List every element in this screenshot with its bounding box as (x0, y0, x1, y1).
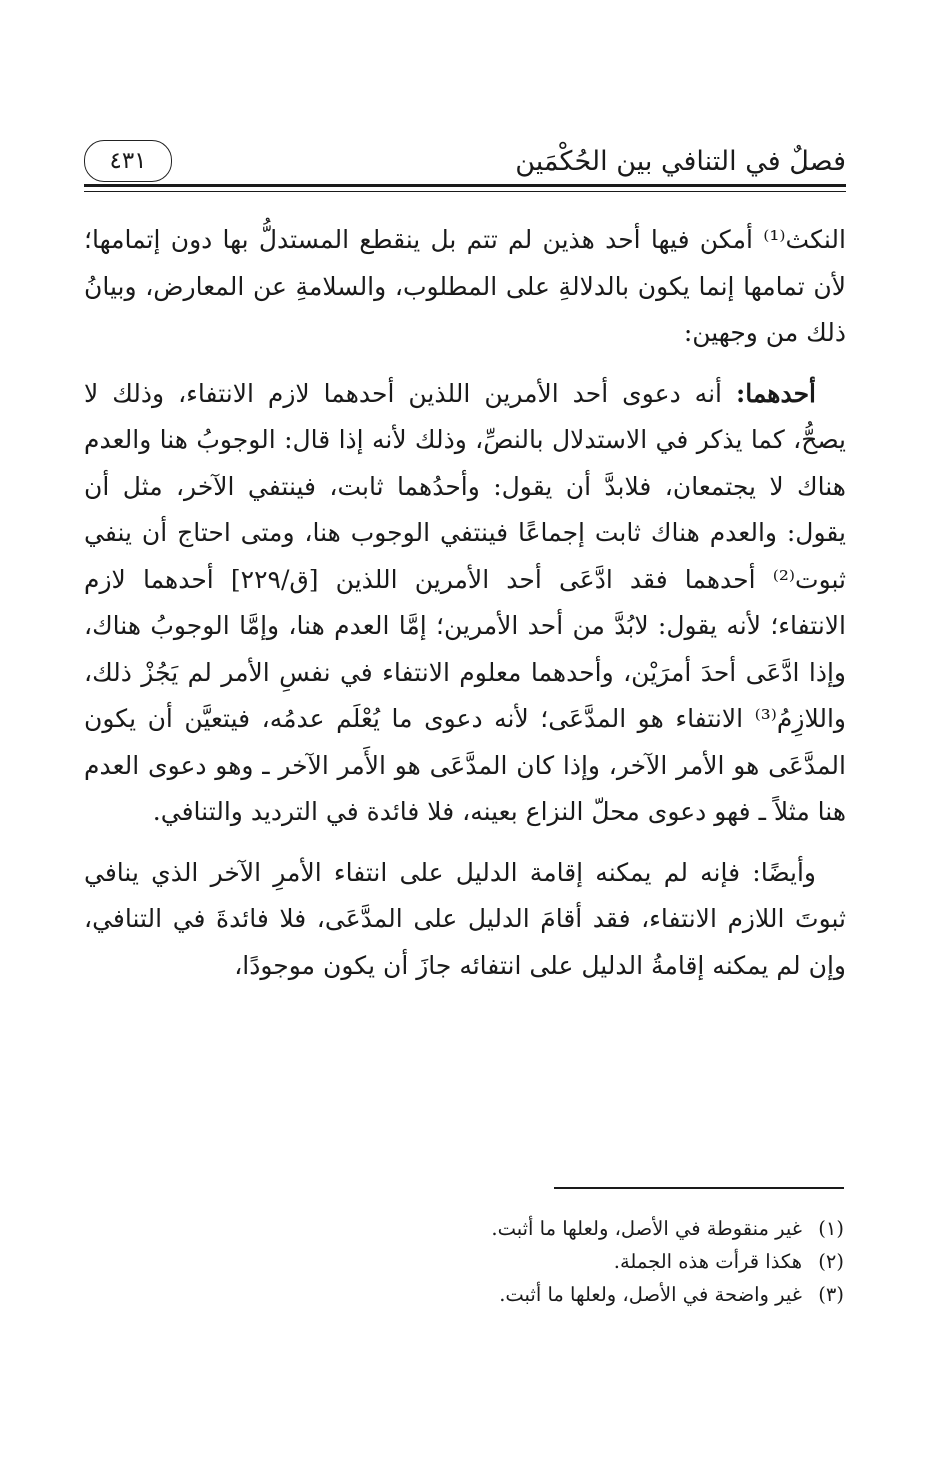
page-header (84, 140, 846, 186)
page-number: ٤٣١ (84, 140, 172, 182)
header-rule (84, 184, 846, 187)
footnote-3 (82, 1278, 844, 1311)
paragraph-text: وأيضًا: فإنه لم يمكنه إقامة الدليل على انتفاء الأمرِ الآخر الذي ينافي ثبوتَ اللازم الانتفاء، فقد أقامَ الدليل على المدَّعَى، فلا فائدةَ في التنافي، وإن لم يمكنه إقامةُ الدليل على انتفائه جازَ أن يكون موجودًا، (84, 857, 847, 980)
footnote-1 (82, 1212, 844, 1245)
paragraph-2 (84, 371, 846, 836)
footnote-2 (82, 1245, 844, 1278)
paragraph-text: أنه دعوى أحد الأمرين اللذين أحدهما لازم الانتفاء، وذلك لا يصحُّ، كما يذكر في الاستدلال بالنصِّ، وذلك لأنه إذا قال: الوجوبُ هنا والعدم هناك لا يجتمعان، فلابدَّ أن يقول: وأحدُهما ثابت، فينتفي الآخر، مثل أن يقول: والعدم هناك ثابت إجماعًا فينتفي الوجوب هنا، ومتى احتاج أن ينفي ثبوت⁽²⁾ أحدهما فقد ادَّعَى أحد الأمرين اللذين [ق/٢٢٩] أحدهما لازم الانتفاء؛ لأنه يقول: لابُدَّ من أحد الأمرين؛ إمَّا العدم هنا، وإمَّا الوجوبُ هناك، وإذا ادَّعَى أحدَ أمرَيْن، وأحدهما معلوم الانتفاء في نفسِ الأمر لم يَجُزْ ذلك، واللازِمُ⁽³⁾ الانتفاء هو المدَّعَى؛ لأنه دعوى ما يُعْلَم عدمُه، فيتعيَّن أن يكون المدَّعَى هو الأمر الآخر، وإذا كان المدَّعَى هو الأَمر الآخر ـ وهو دعوى العدم هنا مثلاً ـ فهو دعوى محلّ النزاع بعينه، فلا فائدة في الترديد والتنافي. (84, 378, 846, 826)
footnote-text: هكذا قرأت هذه الجملة. (613, 1250, 802, 1273)
paragraph-lead: أحدهما: (735, 378, 816, 408)
paragraph-text: النكث⁽¹⁾ أمكن فيها أحد هذين لم تتم بل ينقطع المستدلُّ بها دون إتمامها؛ لأن تمامها إنما يكون بالدلالةِ على المطلوب، والسلامةِ عن المعارض، وبيانُ ذلك من وجهين: (84, 225, 846, 347)
running-title: فصلٌ في التنافي بين الحُكْمَين (515, 146, 846, 177)
footnote-number: (١) (818, 1217, 844, 1240)
footnote-number: (٢) (818, 1250, 844, 1273)
paragraph-3 (84, 850, 846, 990)
footnote-number: (٣) (818, 1283, 844, 1306)
main-text (84, 217, 846, 989)
header-rule-secondary (84, 191, 846, 192)
footnote-separator (554, 1187, 844, 1189)
footnotes (82, 1212, 844, 1311)
footnote-text: غير واضحة في الأصل، ولعلها ما أثبت. (499, 1283, 802, 1306)
footnote-text: غير منقوطة في الأصل، ولعلها ما أثبت. (491, 1217, 802, 1240)
paragraph-1 (84, 217, 846, 357)
